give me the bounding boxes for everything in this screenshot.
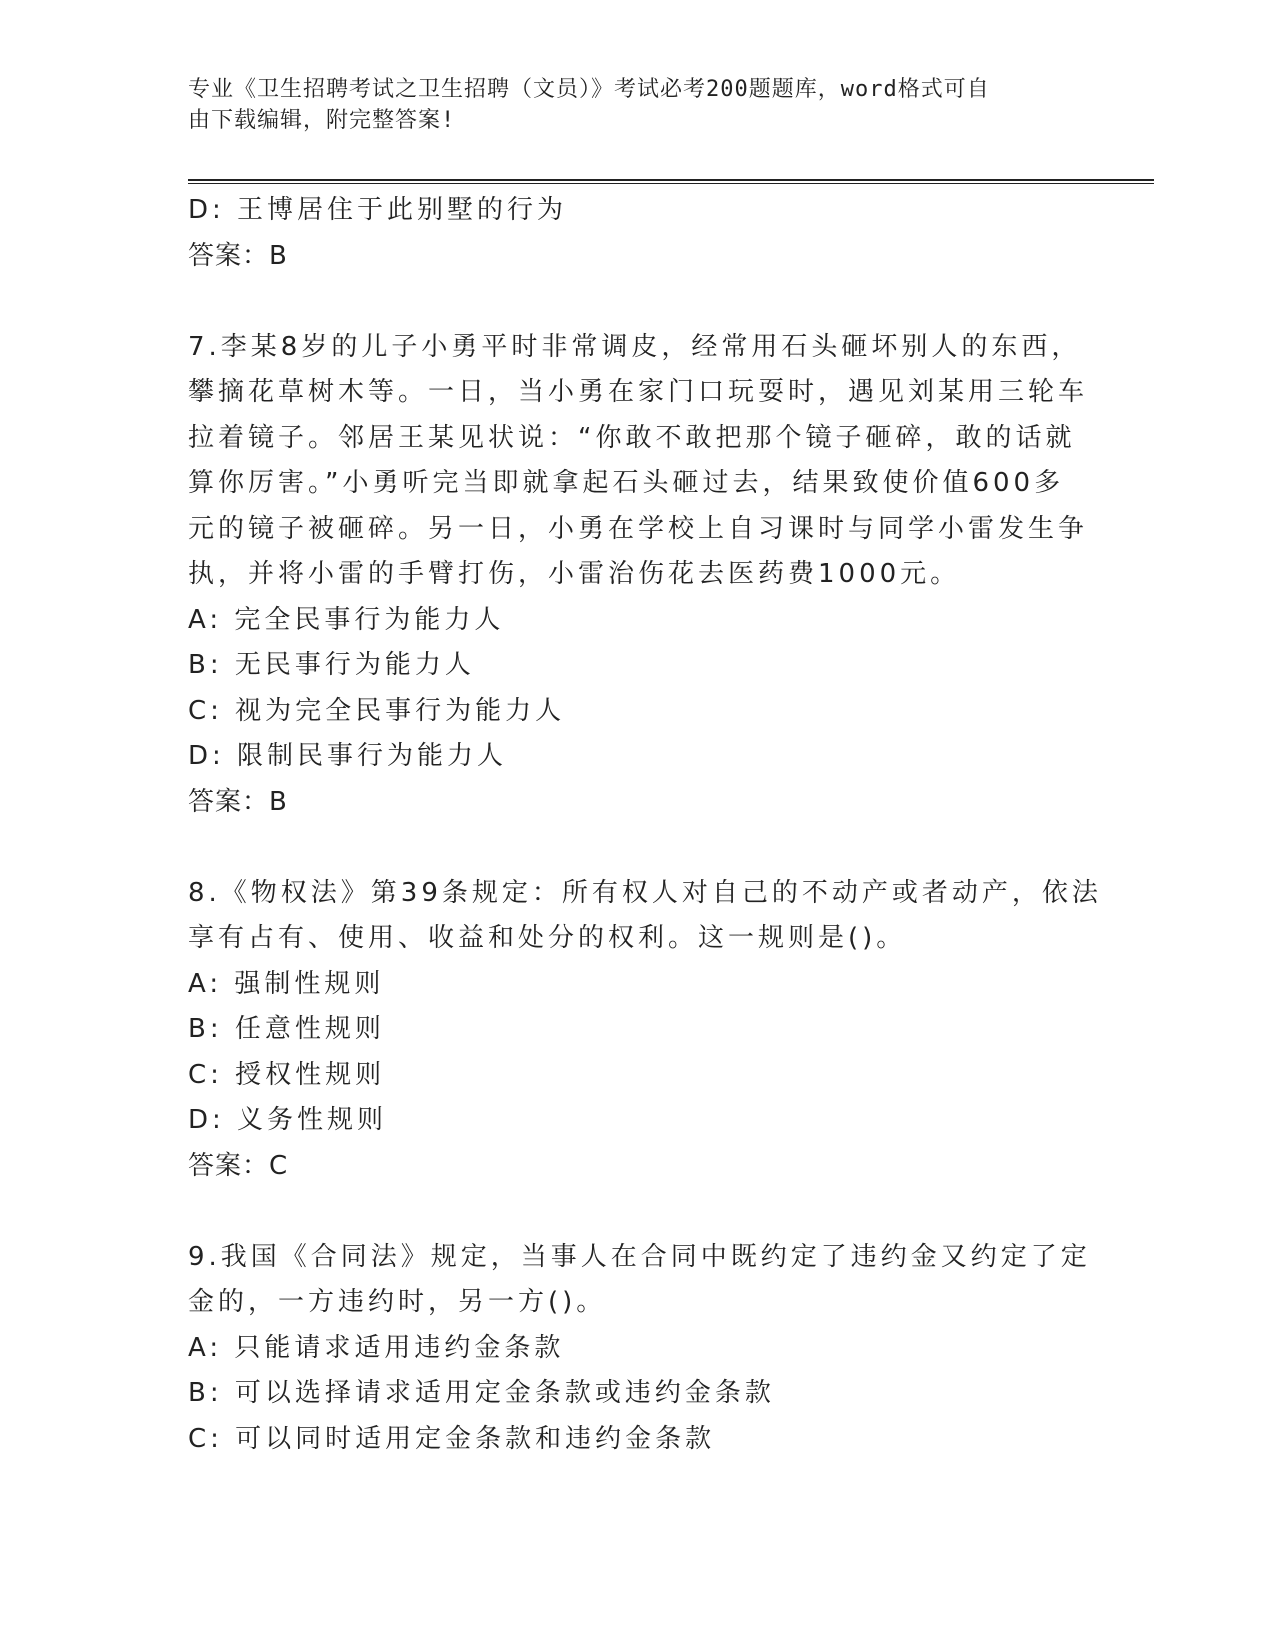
option-d: D: 限制民事行为能力人 [188,741,508,771]
header-rule-thin [188,183,1154,184]
question-stem-line: 9.我国《合同法》规定，当事人在合同中既约定了违约金又约定了定 [188,1241,1091,1272]
option-b: B: 任意性规则 [188,1014,385,1044]
prev-answer: 答案：B [188,240,288,271]
question-stem-line: 金的，一方违约时，另一方()。 [188,1287,607,1317]
question-stem-line: 攀摘花草树木等。一日，当小勇在家门口玩耍时，遇见刘某用三轮车 [188,377,1089,407]
question-stem-line: 享有占有、使用、收益和处分的权利。这一规则是()。 [188,923,907,953]
option-d: D: 义务性规则 [188,1105,388,1135]
option-a: A: 强制性规则 [188,968,385,999]
answer: 答案：C [188,1150,289,1181]
question-stem-line: 算你厉害。”小勇听完当即就拿起石头砸过去，结果致使价值600多 [188,468,1065,498]
header-rule-thick [188,179,1154,181]
question-9 [188,1235,1091,1463]
header-line-2: 由下载编辑，附完整答案! [188,108,456,133]
question-stem-line: 8.《物权法》第39条规定：所有权人对自己的不动产或者动产，依法 [188,877,1102,908]
option-b: B: 无民事行为能力人 [188,650,475,680]
answer: 答案：B [188,786,288,817]
question-7 [188,325,1088,826]
option-c: C: 视为完全民事行为能力人 [188,695,566,726]
option-a: A: 只能请求适用违约金条款 [188,1332,565,1363]
option-c: C: 授权性规则 [188,1059,386,1090]
question-8 [188,871,1102,1190]
question-stem-line: 7.李某8岁的儿子小勇平时非常调皮，经常用石头砸坏别人的东西， [188,331,1082,362]
question-stem-line: 执，并将小雷的手臂打伤，小雷治伤花去医药费1000元。 [188,559,961,589]
prev-option-d: D: 王博居住于此别墅的行为 [188,195,568,225]
option-a: A: 完全民事行为能力人 [188,604,505,635]
option-c: C: 可以同时适用定金条款和违约金条款 [188,1423,716,1454]
question-stem-line: 拉着镜子。邻居王某见状说：“你敢不敢把那个镜子砸碎，敢的话就 [188,422,1076,453]
document-header [188,74,1068,136]
question-stem-line: 元的镜子被砸碎。另一日，小勇在学校上自习课时与同学小雷发生争 [188,513,1089,544]
question-content [188,188,1102,1462]
header-line-1: 专业《卫生招聘考试之卫生招聘（文员）》考试必考200题题库，word格式可自 [188,77,990,102]
option-b: B: 可以选择请求适用定金条款或违约金条款 [188,1378,775,1408]
